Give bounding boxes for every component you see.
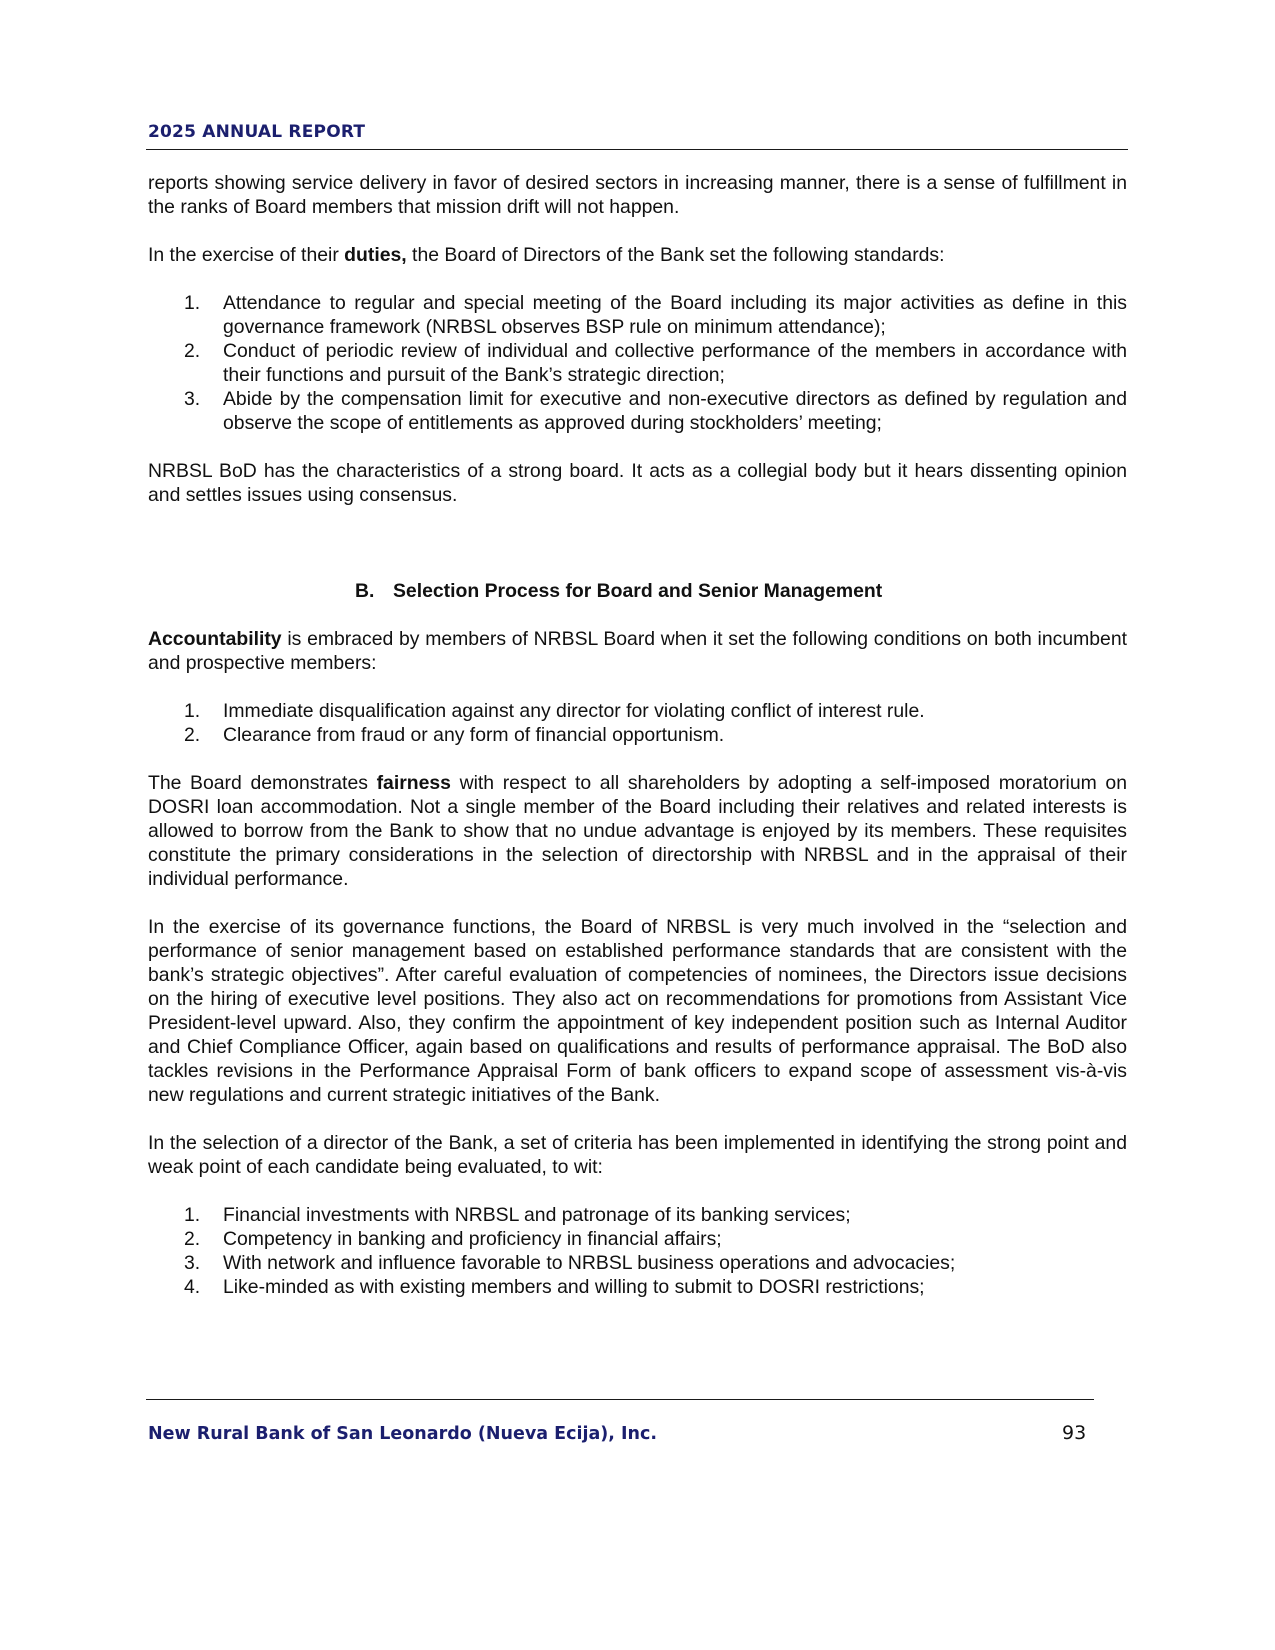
list-item-text: With network and influence favorable to NRBSL business operations and advocacies; <box>223 1252 956 1274</box>
list-item-text: Competency in banking and proficiency in financial affairs; <box>223 1228 722 1250</box>
fairness-bold: fairness <box>376 772 451 794</box>
conditions-list <box>148 699 1127 747</box>
duties-intro: In the exercise of their <box>148 244 345 266</box>
list-item-number: 3. <box>184 388 201 410</box>
list-item <box>148 339 1127 387</box>
accountability-rest: is embraced by members of NRBSL Board when it set the following conditions on both incumbent and prospective members: <box>148 628 1127 674</box>
list-item <box>148 723 1127 747</box>
paragraph-selection: In the selection of a director of the Bank, a set of criteria has been implemented in identifying the strong point and weak point of each candidate being evaluated, to wit: <box>148 1132 1127 1178</box>
duties-rest: the Board of Directors of the Bank set the following standards: <box>406 244 945 266</box>
page-number: 93 <box>1062 1422 1087 1444</box>
header-divider <box>146 149 1128 150</box>
report-header-title: 2025 ANNUAL REPORT <box>148 122 366 142</box>
list-item <box>148 1227 1127 1251</box>
list-item-text: Conduct of periodic review of individual and collective performance of the members in accordance with their functions and pursuit of the Bank’s strategic direction; <box>223 340 1127 386</box>
list-item-text: Clearance from fraud or any form of financial opportunism. <box>223 724 725 746</box>
paragraph-fairness <box>148 771 1127 891</box>
list-item-text: Abide by the compensation limit for executive and non-executive directors as defined by regulation and observe the scope of entitlements as approved during stockholders’ meeting; <box>223 388 1127 434</box>
list-item-number: 1. <box>184 1204 201 1226</box>
paragraph-governance: In the exercise of its governance functions, the Board of NRBSL is very much involved in the “selection and performance of senior management based on established performance standards that are consistent with the bank’s strategic objectives”. After careful evaluation of competencies of nominees, the Directors issue decisions on the hiring of executive level positions. They also act on recommendations for promotions from Assistant Vice President-level upward. Also, they confirm the appointment of key independent position such as Internal Auditor and Chief Compliance Officer, again based on qualifications and results of performance appraisal. The BoD also tackles revisions in the Performance Appraisal Form of bank officers to expand scope of assessment vis-à-vis new regulations and current strategic initiatives of the Bank. <box>148 916 1127 1106</box>
list-item-text: Financial investments with NRBSL and patronage of its banking services; <box>223 1204 851 1226</box>
paragraph-continuation: reports showing service delivery in favor of desired sectors in increasing manner, there is a sense of fulfillment in the ranks of Board members that mission drift will not happen. <box>148 172 1127 218</box>
list-item <box>148 1203 1127 1227</box>
list-item <box>148 1251 1127 1275</box>
list-item-number: 1. <box>184 700 201 722</box>
list-item-text: Like-minded as with existing members and willing to submit to DOSRI restrictions; <box>223 1276 925 1298</box>
fairness-intro: The Board demonstrates <box>148 772 377 794</box>
fairness-rest: with respect to all shareholders by adopting a self-imposed moratorium on DOSRI loan accommodation. Not a single member of the Board including their relatives and related interests is allowed to borrow from the Bank to show that no undue advantage is enjoyed by its members. These requisites constitute the primary considerations in the selection of directorship with NRBSL and in the appraisal of their individual performance. <box>148 772 1127 890</box>
criteria-list <box>148 1203 1127 1299</box>
list-item <box>148 387 1127 435</box>
section-title: Selection Process for Board and Senior Management <box>393 580 883 602</box>
footer-bank-name: New Rural Bank of San Leonardo (Nueva Ecija), Inc. <box>148 1424 657 1444</box>
duties-bold: duties, <box>344 244 407 266</box>
page-body <box>148 171 1127 1299</box>
standards-list <box>148 291 1127 435</box>
list-item-number: 4. <box>184 1276 201 1298</box>
paragraph-accountability <box>148 627 1127 675</box>
list-item <box>148 699 1127 723</box>
list-item-number: 2. <box>184 340 201 362</box>
section-heading <box>148 579 1127 603</box>
list-item-text: Attendance to regular and special meeting of the Board including its major activities as define in this governance framework (NRBSL observes BSP rule on minimum attendance); <box>223 292 1127 338</box>
paragraph-strong-board: NRBSL BoD has the characteristics of a strong board. It acts as a collegial body but it hears dissenting opinion and settles issues using consensus. <box>148 460 1127 506</box>
list-item-number: 1. <box>184 292 201 314</box>
accountability-bold: Accountability <box>148 628 282 650</box>
list-item-text: Immediate disqualification against any director for violating conflict of interest rule. <box>223 700 925 722</box>
list-item-number: 2. <box>184 1228 201 1250</box>
footer-divider <box>146 1399 1094 1400</box>
list-item-number: 3. <box>184 1252 201 1274</box>
list-item <box>148 291 1127 339</box>
section-letter: B. <box>355 580 375 602</box>
paragraph-duties <box>148 243 1127 267</box>
list-item-number: 2. <box>184 724 201 746</box>
list-item <box>148 1275 1127 1299</box>
